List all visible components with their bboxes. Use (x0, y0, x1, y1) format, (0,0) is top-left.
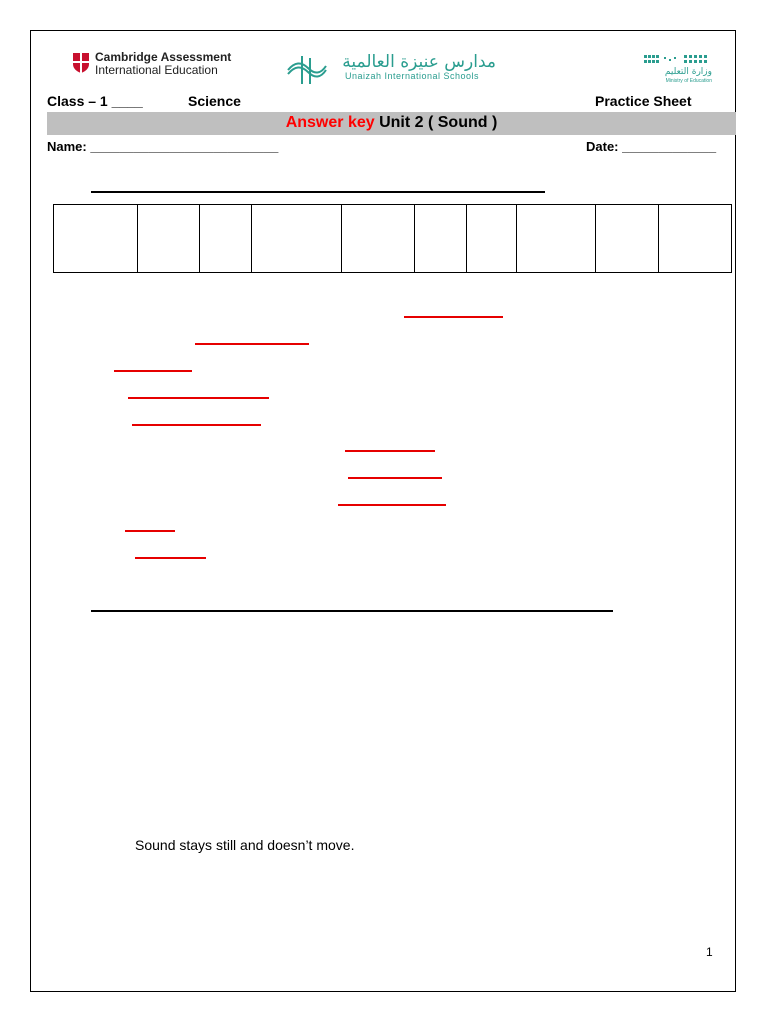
answer-blank-2 (195, 343, 309, 345)
statement-text: Sound stays still and doesn’t move. (135, 837, 355, 853)
page-title (47, 114, 736, 132)
grid-cell (54, 205, 138, 273)
unit-title: Unit 2 ( Sound ) (374, 114, 498, 131)
ministry-logo (612, 55, 712, 85)
cambridge-name: Cambridge Assessment (95, 50, 232, 64)
date-field: Date: _____________ (586, 139, 717, 154)
answer-blank-6 (345, 450, 435, 452)
grid-cell (466, 205, 516, 273)
section-heading-rule-2 (91, 610, 613, 612)
grid-cell (138, 205, 200, 273)
word-grid (53, 204, 732, 273)
ministry-name-arabic: وزارة التعليم (664, 67, 712, 77)
sheet-type-label: Practice Sheet (595, 93, 692, 109)
subject-label: Science (188, 93, 241, 109)
answer-blank-1 (404, 316, 503, 318)
cambridge-logo (73, 51, 233, 81)
school-logo (286, 52, 498, 88)
class-label: Class – 1 ____ (47, 93, 143, 109)
answer-blank-9 (125, 530, 175, 532)
school-name-english: Unaizah International Schools (344, 71, 480, 81)
cambridge-shield-icon (73, 53, 89, 73)
cambridge-subname: International Education (95, 63, 218, 77)
grid-cell (200, 205, 251, 273)
grid-cell (342, 205, 415, 273)
answer-blank-5 (132, 424, 261, 426)
answer-blank-3 (114, 370, 192, 372)
page-number: 1 (706, 945, 713, 959)
answer-blank-4 (128, 397, 269, 399)
ministry-pattern-icon (644, 55, 712, 65)
grid-cell (517, 205, 596, 273)
answer-blank-7 (348, 477, 442, 479)
answer-blank-10 (135, 557, 206, 559)
ministry-name-english: Ministry of Education (665, 78, 712, 84)
name-field: Name: __________________________ (47, 139, 279, 154)
answer-key-label: Answer key (285, 114, 375, 131)
title-band (47, 112, 736, 135)
grid-cell (415, 205, 466, 273)
school-emblem-icon (286, 54, 328, 86)
grid-cell (596, 205, 658, 273)
section-heading-rule-1 (91, 191, 545, 193)
school-name-arabic: مدارس عنيزة العالمية (342, 52, 496, 72)
answer-blank-8 (338, 504, 446, 506)
grid-cell (251, 205, 341, 273)
grid-cell (658, 205, 731, 273)
